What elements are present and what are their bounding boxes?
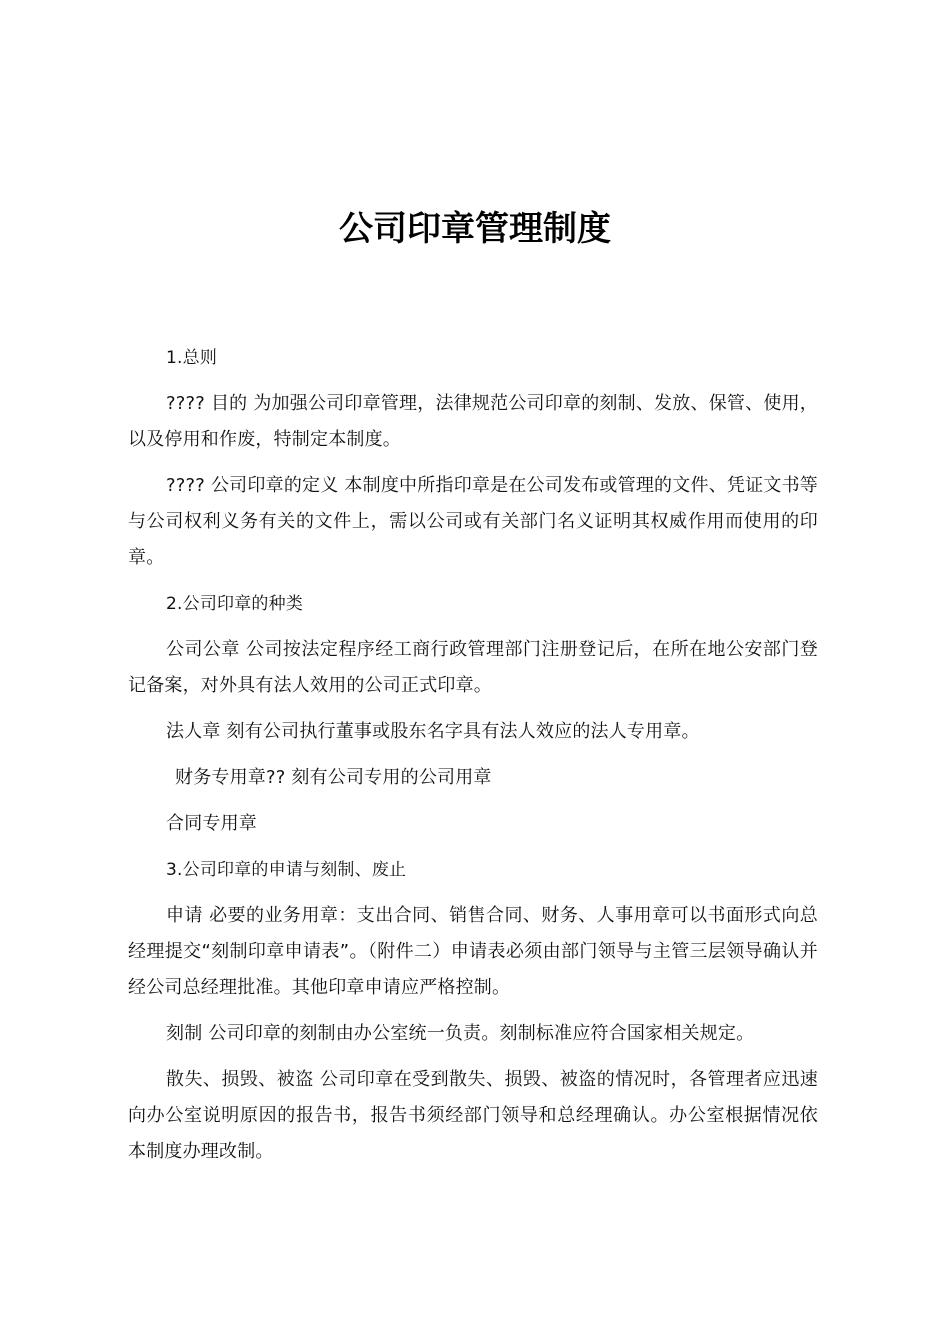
document-title: 公司印章管理制度 xyxy=(339,209,611,249)
paragraph-finance-seal: 财务专用章?? 刻有公司专用的公司用章 xyxy=(175,767,492,788)
section-heading-general: 1.总则 xyxy=(166,348,218,368)
document-body xyxy=(128,340,818,1180)
paragraph-purpose: ???? 目的 为加强公司印章管理，法律规范公司印章的刻制、发放、保管、使用，以及停用和作废，特制定本制度。 xyxy=(128,393,818,450)
paragraph-engraving: 刻制 公司印章的刻制由办公室统一负责。刻制标准应符合国家相关规定。 xyxy=(166,1023,755,1044)
paragraph-legal-person-seal: 法人章 刻有公司执行董事或股东名字具有法人效应的法人专用章。 xyxy=(166,721,700,742)
paragraph-contract-seal: 合同专用章 xyxy=(166,813,257,834)
paragraph-seal-definition: ???? 公司印章的定义 本制度中所指印章是在公司发布或管理的文件、凭证文书等与公司权利义务有关的文件上，需以公司或有关部门名义证明其权威作用而使用的印章。 xyxy=(128,475,818,568)
section-heading-seal-types: 2.公司印章的种类 xyxy=(166,594,304,614)
section-heading-application: 3.公司印章的申请与刻制、废止 xyxy=(166,860,407,880)
paragraph-application: 申请 必要的业务用章：支出合同、销售合同、财务、人事用章可以书面形式向总经理提交“刻制印章申请表”。（附件二）申请表必须由部门领导与主管三层领导确认并经公司总经理批准。其他印章申请应严格控制。 xyxy=(128,905,818,998)
paragraph-loss-damage-theft: 散失、损毁、被盗 公司印章在受到散失、损毁、被盗的情况时，各管理者应迅速向办公室说明原因的报告书，报告书须经部门领导和总经理确认。办公室根据情况依本制度办理改制。 xyxy=(128,1069,818,1162)
paragraph-company-seal: 公司公章 公司按法定程序经工商行政管理部门注册登记后，在所在地公安部门登记备案，对外具有法人效用的公司正式印章。 xyxy=(128,639,818,696)
